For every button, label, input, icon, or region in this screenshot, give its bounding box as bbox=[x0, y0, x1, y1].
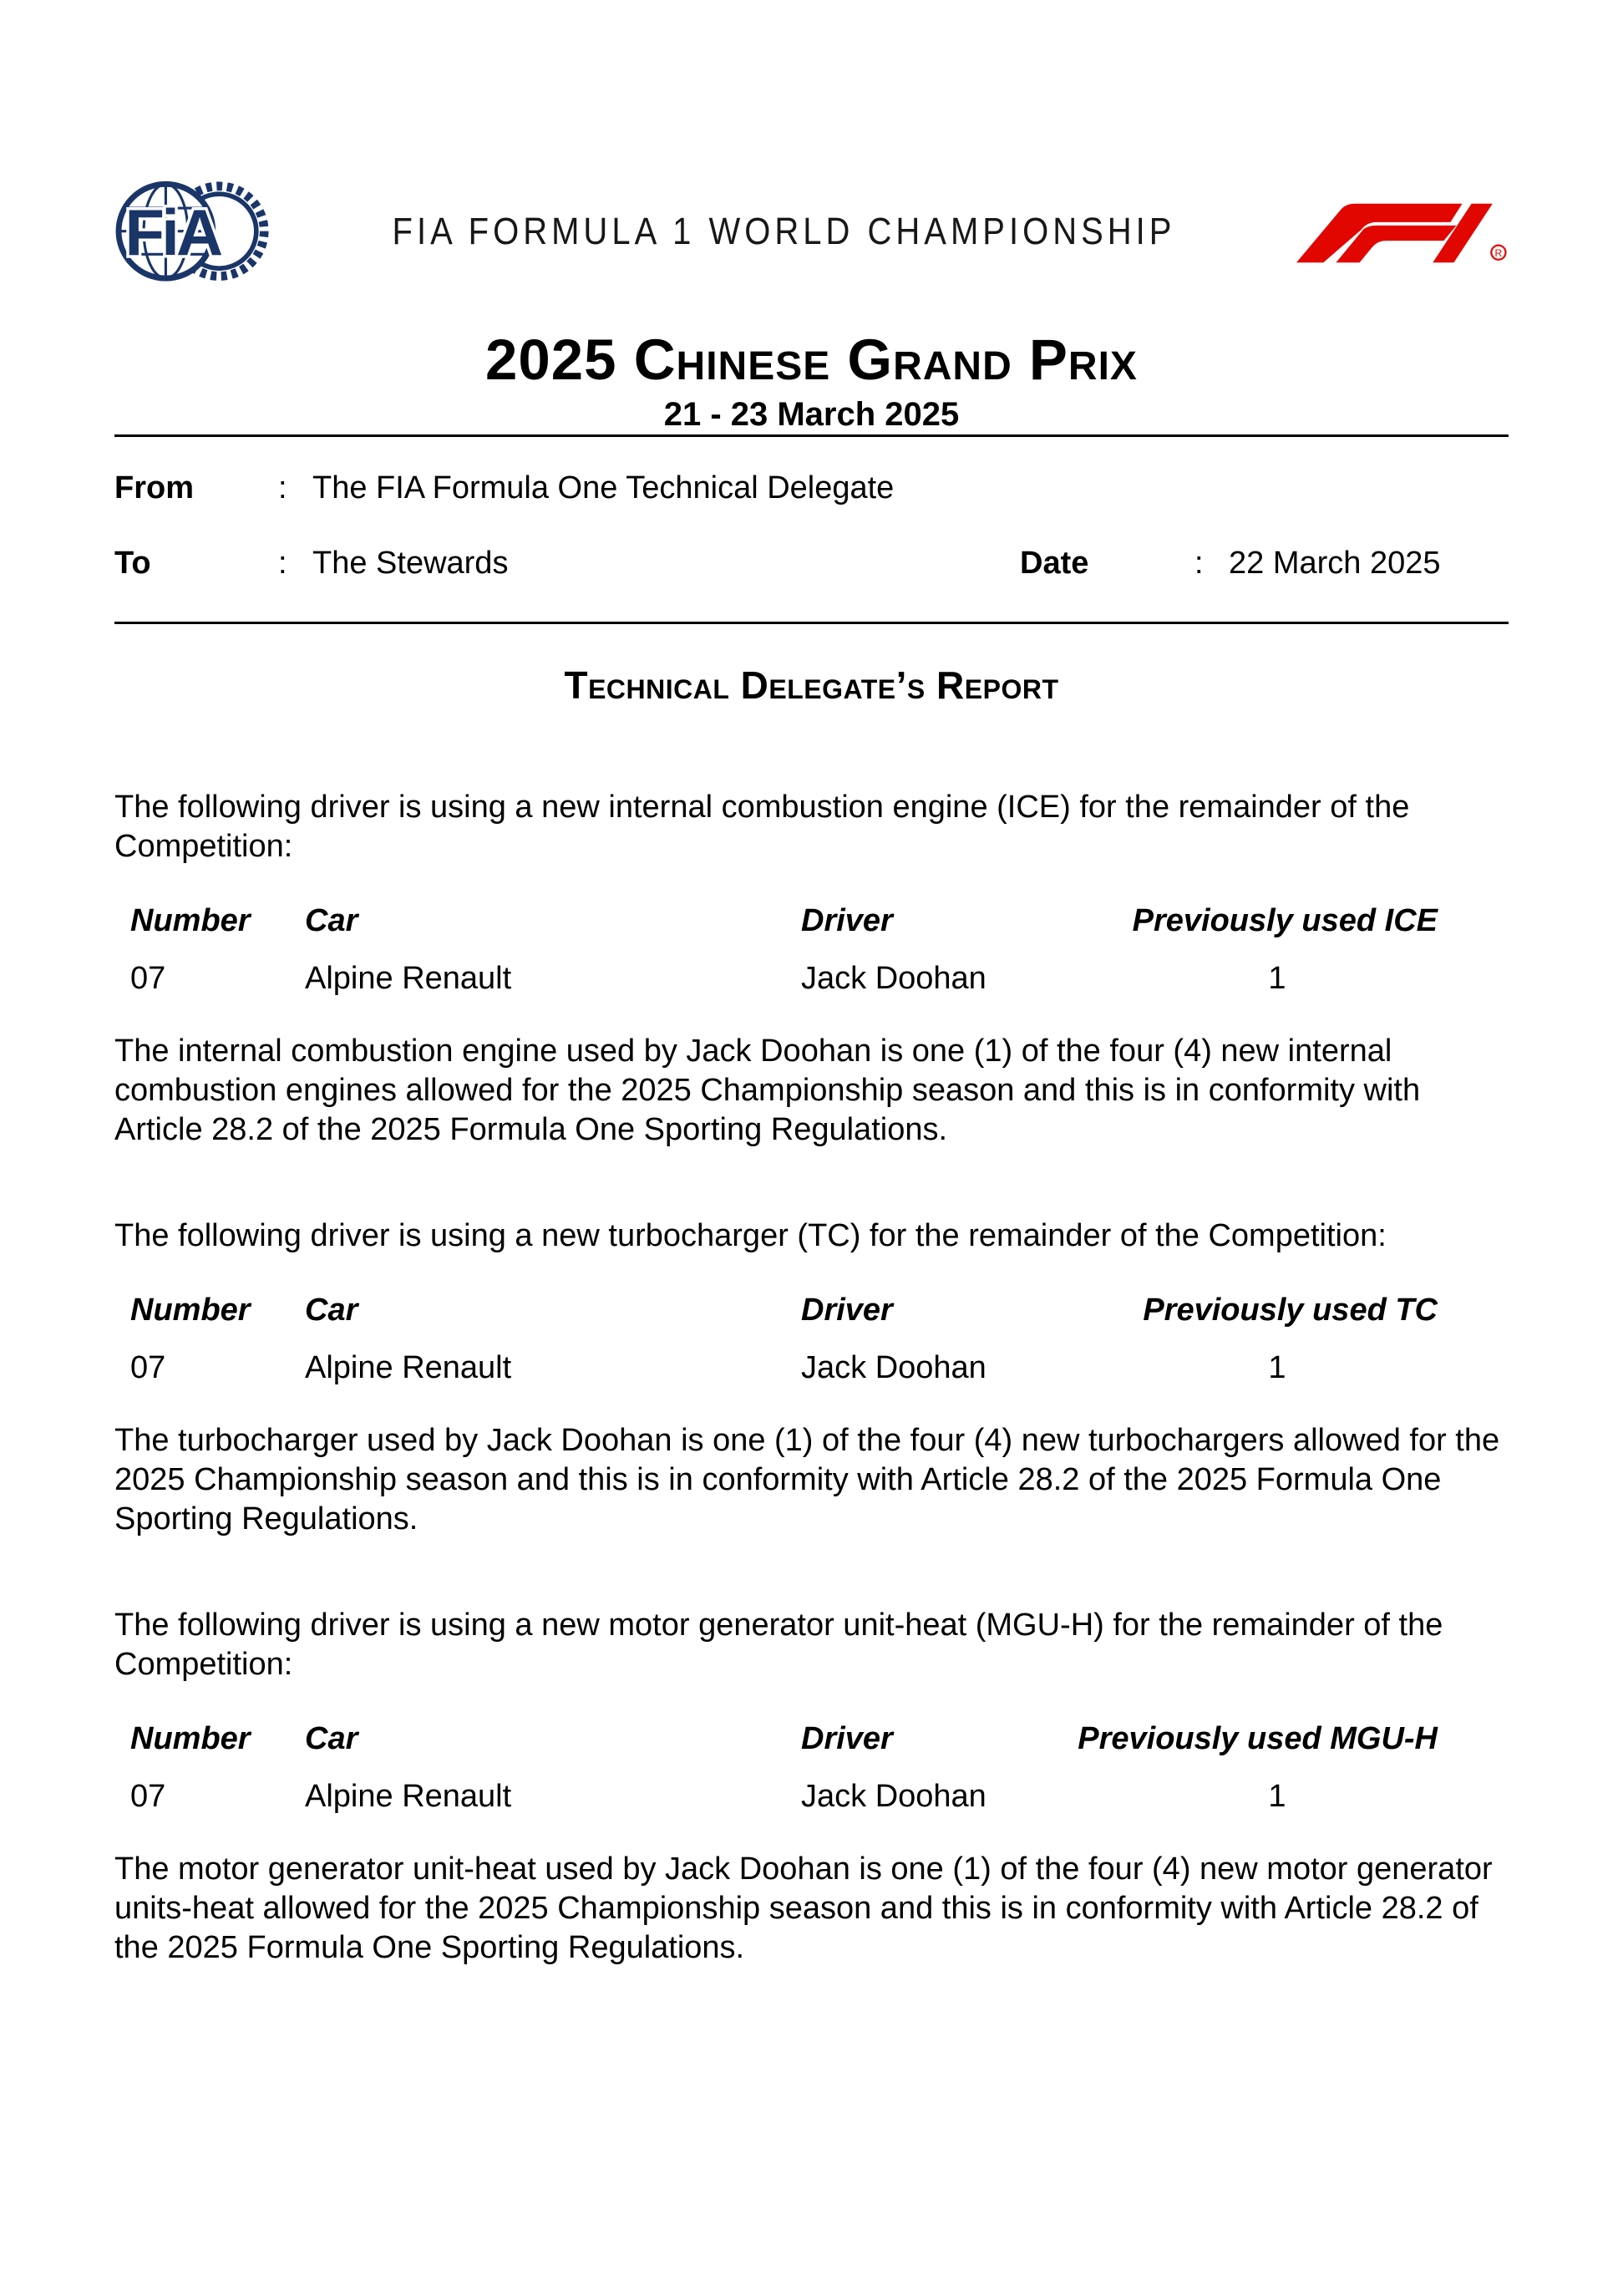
col-header-number: Number bbox=[130, 1293, 251, 1328]
event-dates: 21 - 23 March 2025 bbox=[663, 396, 960, 433]
cell-previously-used: 1 bbox=[1268, 1779, 1286, 1814]
col-header-number: Number bbox=[130, 1721, 251, 1756]
f1-logo-icon bbox=[1296, 202, 1509, 266]
divider-top bbox=[114, 434, 1509, 437]
cell-previously-used: 1 bbox=[1268, 1350, 1286, 1385]
component-table-ice bbox=[130, 902, 1509, 998]
section-ice bbox=[114, 788, 1509, 1150]
col-header-number: Number bbox=[130, 903, 251, 938]
section-tc bbox=[114, 1217, 1509, 1539]
cell-driver: Jack Doohan bbox=[801, 961, 986, 996]
cell-car: Alpine Renault bbox=[305, 961, 512, 996]
section-intro: The following driver is using a new motor generator unit-heat (MGU-H) for the remainder of the Competition: bbox=[114, 1608, 1443, 1682]
section-body: The turbocharger used by Jack Doohan is one (1) of the four (4) new turbochargers allowed for the 2025 Championship season and this is in conformity with Article 28.2 of the 2025 Formula One Sporting Regulations. bbox=[114, 1423, 1500, 1537]
cell-car: Alpine Renault bbox=[305, 1350, 512, 1385]
cell-car-number: 07 bbox=[130, 1350, 166, 1385]
to-colon: : bbox=[278, 546, 287, 581]
from-label: From bbox=[114, 470, 194, 505]
championship-title: FIA FORMULA 1 WORLD CHAMPIONSHIP bbox=[392, 210, 1176, 252]
component-table-mgu-h bbox=[130, 1719, 1509, 1816]
section-mgu-h bbox=[114, 1606, 1509, 1968]
section-body: The internal combustion engine used by Jack Doohan is one (1) of the four (4) new internal combustion engines allowed for the 2025 Championship season and this is in conformity with Article 28.2 of the 2025 Formula One Sporting Regulations. bbox=[114, 1034, 1421, 1147]
from-row bbox=[114, 469, 1509, 508]
to-row bbox=[114, 544, 1509, 583]
date-colon: : bbox=[1194, 546, 1204, 581]
registered-mark: R bbox=[1494, 247, 1503, 260]
divider-meta bbox=[114, 622, 1509, 624]
col-header-previously-used: Previously used ICE bbox=[1132, 903, 1438, 938]
col-header-driver: Driver bbox=[801, 1721, 893, 1756]
cell-previously-used: 1 bbox=[1268, 961, 1286, 996]
from-colon: : bbox=[278, 470, 287, 505]
date-label: Date bbox=[1020, 546, 1089, 581]
cell-driver: Jack Doohan bbox=[801, 1779, 986, 1814]
col-header-car: Car bbox=[305, 903, 358, 938]
fia-logo-icon bbox=[114, 177, 271, 286]
section-intro: The following driver is using a new turbocharger (TC) for the remainder of the Competition: bbox=[114, 1218, 1387, 1253]
col-header-car: Car bbox=[305, 1721, 358, 1756]
cell-car: Alpine Renault bbox=[305, 1779, 512, 1814]
cell-driver: Jack Doohan bbox=[801, 1350, 986, 1385]
col-header-driver: Driver bbox=[801, 903, 893, 938]
report-heading: Technical Delegate’s Report bbox=[564, 663, 1059, 707]
col-header-driver: Driver bbox=[801, 1293, 893, 1328]
from-value: The FIA Formula One Technical Delegate bbox=[312, 470, 895, 505]
cell-car-number: 07 bbox=[130, 961, 166, 996]
date-value: 22 March 2025 bbox=[1229, 546, 1441, 581]
page-header bbox=[114, 0, 1509, 287]
to-label: To bbox=[114, 546, 151, 581]
section-intro: The following driver is using a new internal combustion engine (ICE) for the remainder of the Competition: bbox=[114, 790, 1410, 864]
cell-car-number: 07 bbox=[130, 1779, 166, 1814]
fia-logo-text: FiA bbox=[124, 196, 221, 269]
date-block bbox=[1020, 544, 1441, 583]
to-value: The Stewards bbox=[312, 546, 509, 581]
section-body: The motor generator unit-heat used by Jack Doohan is one (1) of the four (4) new motor generator units-heat allowed for the 2025 Championship season and this is in conformity with Article 28.2 of the 2025 Formula One Sporting Regulations. bbox=[114, 1852, 1493, 1965]
col-header-previously-used: Previously used MGU-H bbox=[1078, 1721, 1438, 1756]
col-header-previously-used: Previously used TC bbox=[1143, 1293, 1438, 1328]
event-title: 2025 Chinese Grand Prix bbox=[485, 328, 1138, 392]
col-header-car: Car bbox=[305, 1293, 358, 1328]
component-table-tc bbox=[130, 1291, 1509, 1388]
